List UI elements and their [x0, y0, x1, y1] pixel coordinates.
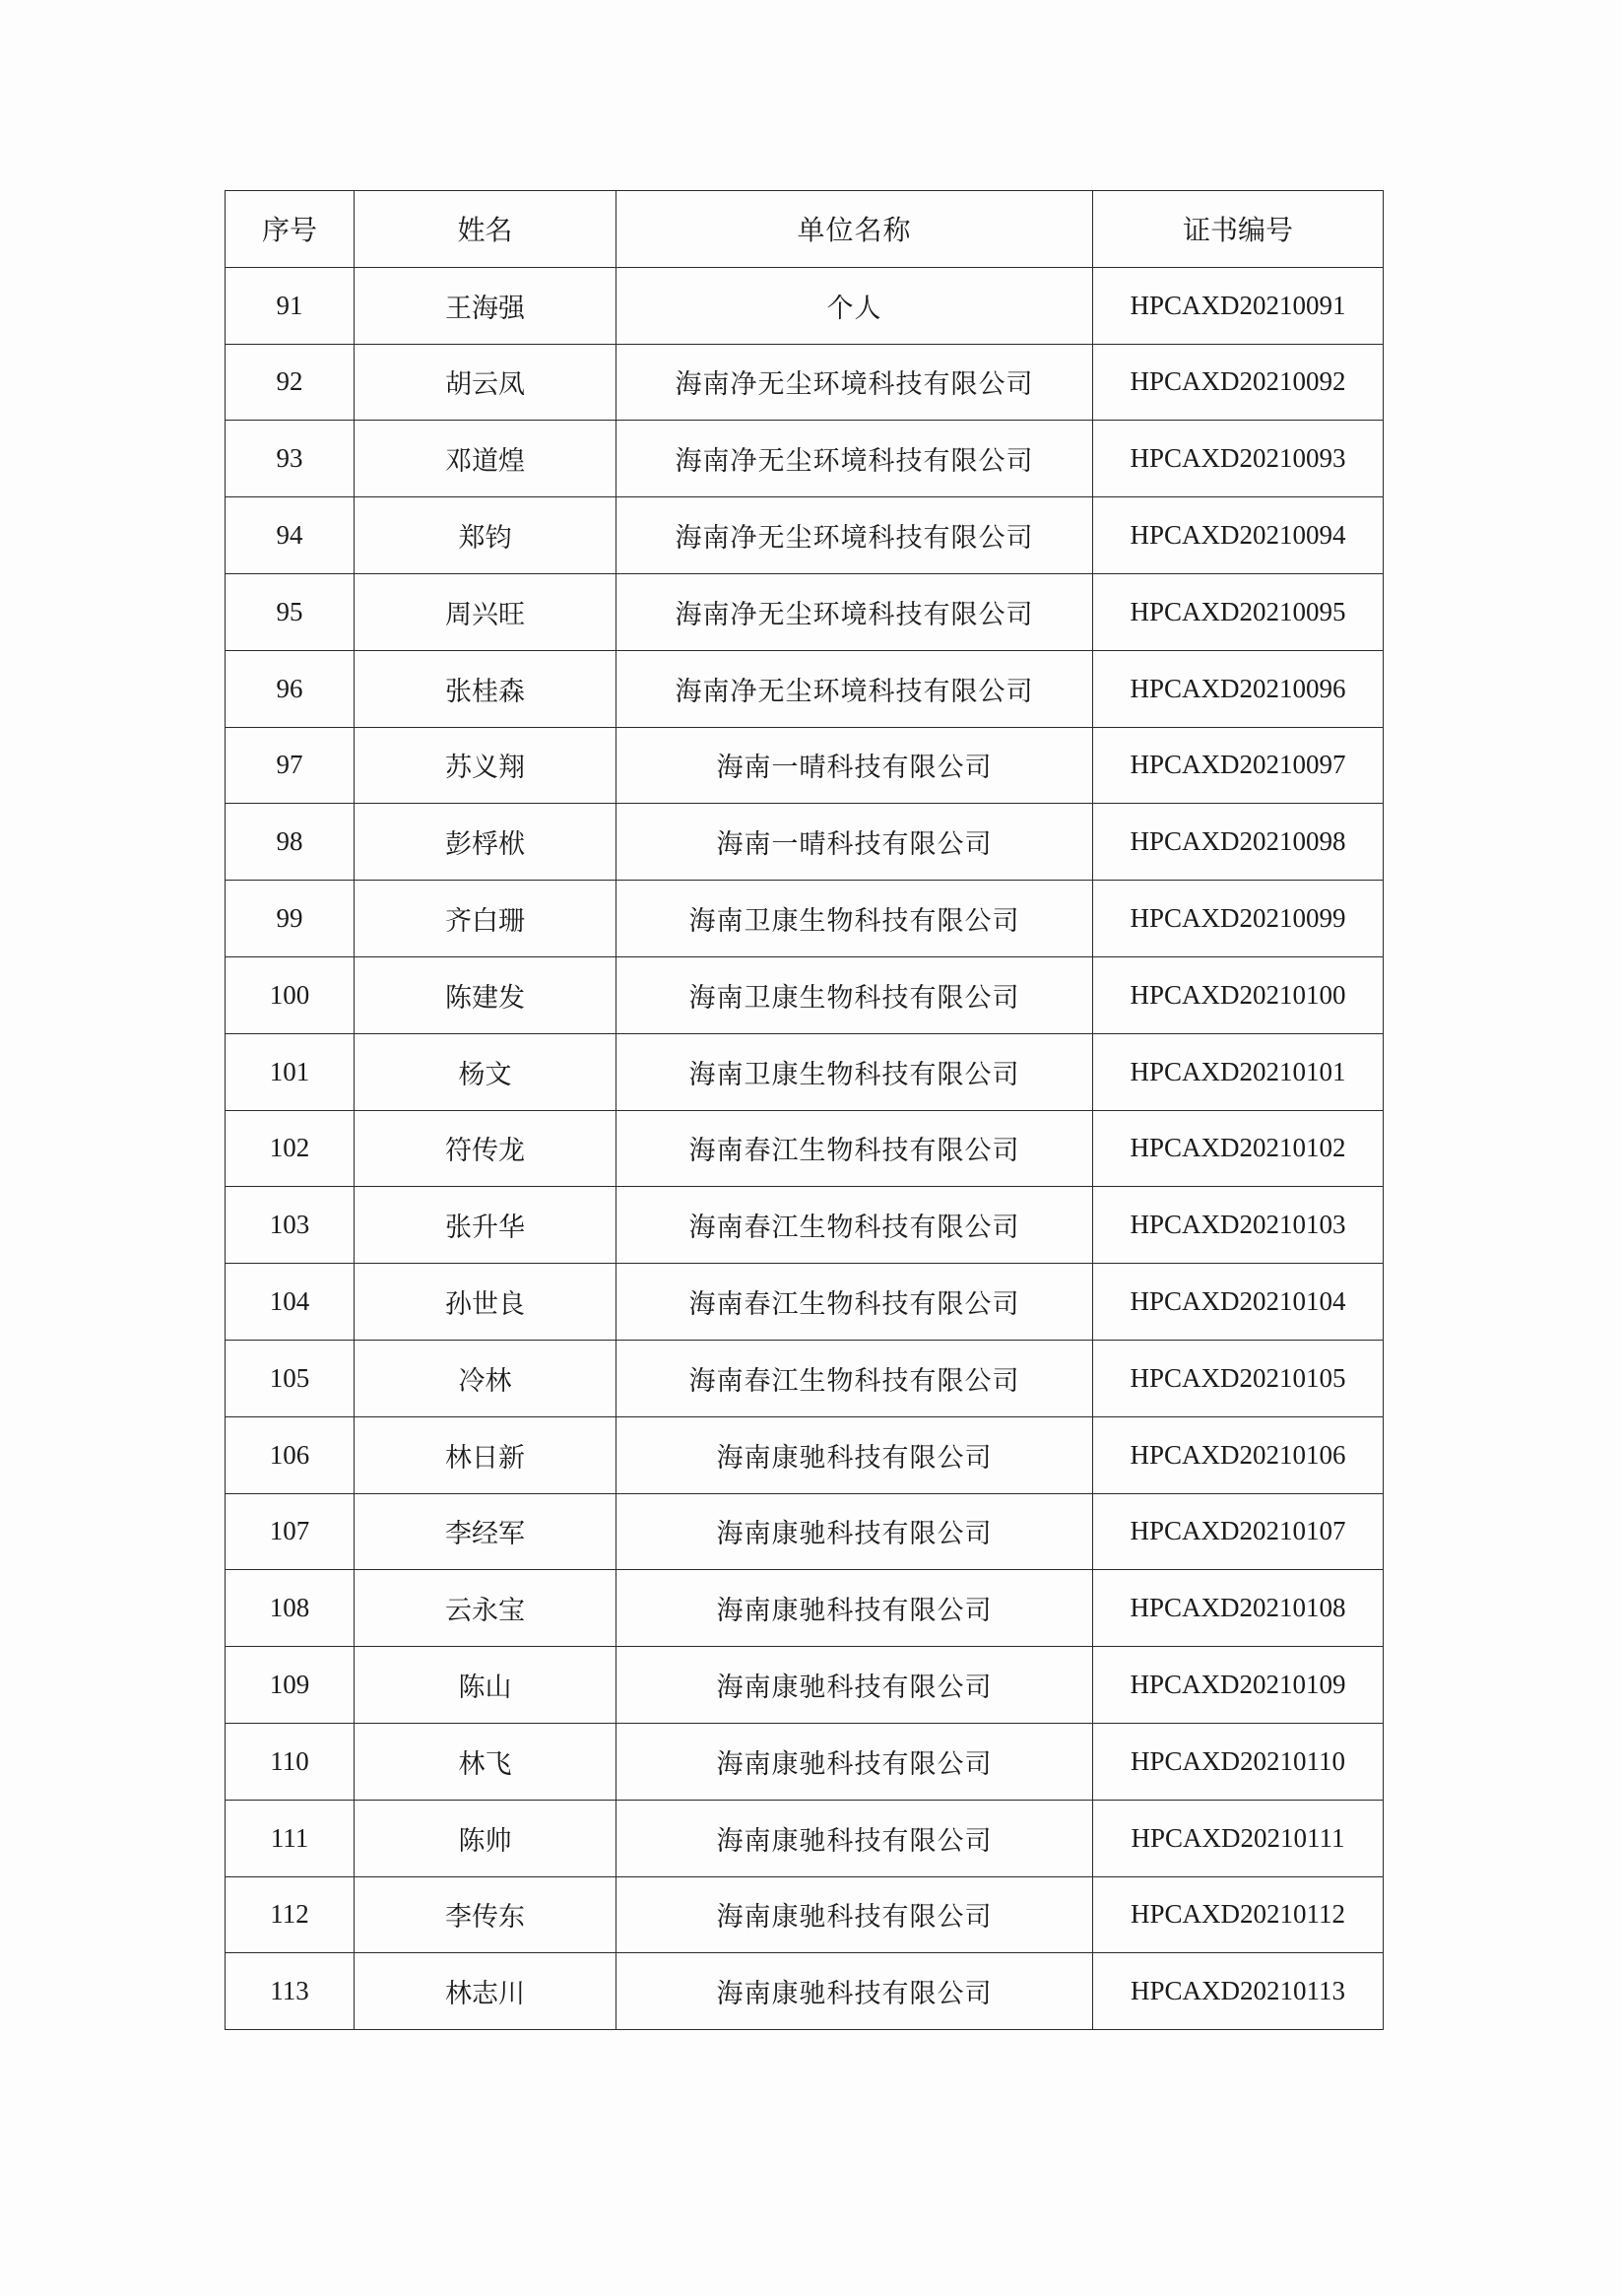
cell-name: 林飞 — [355, 1723, 616, 1800]
cell-name: 陈帅 — [355, 1800, 616, 1876]
cell-certificate: HPCAXD20210102 — [1093, 1110, 1384, 1187]
cell-name: 冷林 — [355, 1340, 616, 1416]
cell-certificate: HPCAXD20210100 — [1093, 956, 1384, 1033]
cell-company: 海南康驰科技有限公司 — [616, 1416, 1093, 1493]
table-row — [226, 727, 1384, 804]
header-name: 姓名 — [355, 191, 616, 268]
cell-name: 彭桴栿 — [355, 804, 616, 881]
cell-company: 海南康驰科技有限公司 — [616, 1800, 1093, 1876]
cell-company: 海南一晴科技有限公司 — [616, 727, 1093, 804]
table-row — [226, 1340, 1384, 1416]
table-row — [226, 1110, 1384, 1187]
cell-company: 海南春江生物科技有限公司 — [616, 1110, 1093, 1187]
table-row — [226, 1953, 1384, 2030]
table-body — [226, 267, 1384, 2029]
certificate-roster-table — [225, 190, 1384, 2030]
table-row — [226, 1647, 1384, 1724]
cell-company: 海南净无尘环境科技有限公司 — [616, 650, 1093, 727]
cell-certificate: HPCAXD20210091 — [1093, 267, 1384, 344]
cell-company: 海南净无尘环境科技有限公司 — [616, 421, 1093, 497]
cell-index: 95 — [226, 573, 355, 650]
cell-index: 109 — [226, 1647, 355, 1724]
table-row — [226, 1416, 1384, 1493]
cell-name: 李经军 — [355, 1493, 616, 1570]
cell-name: 林志川 — [355, 1953, 616, 2030]
cell-index: 102 — [226, 1110, 355, 1187]
table-row — [226, 1264, 1384, 1341]
table-row — [226, 267, 1384, 344]
cell-company: 海南卫康生物科技有限公司 — [616, 956, 1093, 1033]
cell-certificate: HPCAXD20210112 — [1093, 1876, 1384, 1953]
cell-name: 邓道煌 — [355, 421, 616, 497]
cell-index: 110 — [226, 1723, 355, 1800]
cell-certificate: HPCAXD20210113 — [1093, 1953, 1384, 2030]
cell-name: 陈建发 — [355, 956, 616, 1033]
cell-index: 111 — [226, 1800, 355, 1876]
header-index: 序号 — [226, 191, 355, 268]
cell-certificate: HPCAXD20210095 — [1093, 573, 1384, 650]
cell-company: 海南净无尘环境科技有限公司 — [616, 497, 1093, 574]
cell-company: 海南春江生物科技有限公司 — [616, 1340, 1093, 1416]
cell-name: 李传东 — [355, 1876, 616, 1953]
cell-company: 海南康驰科技有限公司 — [616, 1647, 1093, 1724]
table-row — [226, 881, 1384, 957]
cell-company: 海南康驰科技有限公司 — [616, 1493, 1093, 1570]
cell-index: 96 — [226, 650, 355, 727]
cell-company: 海南卫康生物科技有限公司 — [616, 1033, 1093, 1110]
header-company: 单位名称 — [616, 191, 1093, 268]
cell-company: 海南净无尘环境科技有限公司 — [616, 573, 1093, 650]
cell-certificate: HPCAXD20210104 — [1093, 1264, 1384, 1341]
cell-name: 陈山 — [355, 1647, 616, 1724]
table-row — [226, 344, 1384, 421]
cell-index: 103 — [226, 1187, 355, 1264]
table-row — [226, 421, 1384, 497]
table-row — [226, 804, 1384, 881]
cell-certificate: HPCAXD20210105 — [1093, 1340, 1384, 1416]
table-row — [226, 650, 1384, 727]
table-row — [226, 1493, 1384, 1570]
cell-name: 周兴旺 — [355, 573, 616, 650]
table-row — [226, 1800, 1384, 1876]
cell-certificate: HPCAXD20210109 — [1093, 1647, 1384, 1724]
cell-company: 海南春江生物科技有限公司 — [616, 1187, 1093, 1264]
cell-index: 108 — [226, 1570, 355, 1647]
cell-company: 海南一晴科技有限公司 — [616, 804, 1093, 881]
cell-index: 113 — [226, 1953, 355, 2030]
cell-index: 98 — [226, 804, 355, 881]
cell-company: 海南康驰科技有限公司 — [616, 1570, 1093, 1647]
cell-certificate: HPCAXD20210110 — [1093, 1723, 1384, 1800]
cell-index: 93 — [226, 421, 355, 497]
cell-name: 林日新 — [355, 1416, 616, 1493]
cell-name: 杨文 — [355, 1033, 616, 1110]
cell-certificate: HPCAXD20210108 — [1093, 1570, 1384, 1647]
cell-certificate: HPCAXD20210096 — [1093, 650, 1384, 727]
cell-name: 胡云凤 — [355, 344, 616, 421]
cell-certificate: HPCAXD20210111 — [1093, 1800, 1384, 1876]
cell-index: 105 — [226, 1340, 355, 1416]
cell-certificate: HPCAXD20210097 — [1093, 727, 1384, 804]
cell-company: 海南康驰科技有限公司 — [616, 1876, 1093, 1953]
cell-company: 海南卫康生物科技有限公司 — [616, 881, 1093, 957]
cell-name: 云永宝 — [355, 1570, 616, 1647]
cell-company: 海南净无尘环境科技有限公司 — [616, 344, 1093, 421]
cell-name: 张桂森 — [355, 650, 616, 727]
table-row — [226, 1876, 1384, 1953]
cell-name: 齐白珊 — [355, 881, 616, 957]
cell-index: 92 — [226, 344, 355, 421]
table-row — [226, 1187, 1384, 1264]
cell-index: 106 — [226, 1416, 355, 1493]
cell-certificate: HPCAXD20210093 — [1093, 421, 1384, 497]
cell-name: 孙世良 — [355, 1264, 616, 1341]
cell-certificate: HPCAXD20210103 — [1093, 1187, 1384, 1264]
cell-index: 104 — [226, 1264, 355, 1341]
cell-index: 97 — [226, 727, 355, 804]
cell-certificate: HPCAXD20210094 — [1093, 497, 1384, 574]
cell-certificate: HPCAXD20210106 — [1093, 1416, 1384, 1493]
cell-name: 符传龙 — [355, 1110, 616, 1187]
cell-name: 郑钧 — [355, 497, 616, 574]
cell-certificate: HPCAXD20210101 — [1093, 1033, 1384, 1110]
cell-index: 91 — [226, 267, 355, 344]
cell-certificate: HPCAXD20210092 — [1093, 344, 1384, 421]
table-row — [226, 1570, 1384, 1647]
cell-company: 海南康驰科技有限公司 — [616, 1953, 1093, 2030]
cell-name: 王海强 — [355, 267, 616, 344]
cell-company: 海南康驰科技有限公司 — [616, 1723, 1093, 1800]
cell-certificate: HPCAXD20210098 — [1093, 804, 1384, 881]
table-row — [226, 1723, 1384, 1800]
cell-company: 海南春江生物科技有限公司 — [616, 1264, 1093, 1341]
cell-name: 张升华 — [355, 1187, 616, 1264]
cell-index: 101 — [226, 1033, 355, 1110]
cell-name: 苏义翔 — [355, 727, 616, 804]
header-certificate: 证书编号 — [1093, 191, 1384, 268]
table-row — [226, 956, 1384, 1033]
cell-index: 107 — [226, 1493, 355, 1570]
cell-index: 94 — [226, 497, 355, 574]
table-header-row — [226, 191, 1384, 268]
cell-company: 个人 — [616, 267, 1093, 344]
cell-certificate: HPCAXD20210099 — [1093, 881, 1384, 957]
cell-index: 100 — [226, 956, 355, 1033]
cell-index: 99 — [226, 881, 355, 957]
table-row — [226, 573, 1384, 650]
table-row — [226, 497, 1384, 574]
table-row — [226, 1033, 1384, 1110]
cell-index: 112 — [226, 1876, 355, 1953]
cell-certificate: HPCAXD20210107 — [1093, 1493, 1384, 1570]
